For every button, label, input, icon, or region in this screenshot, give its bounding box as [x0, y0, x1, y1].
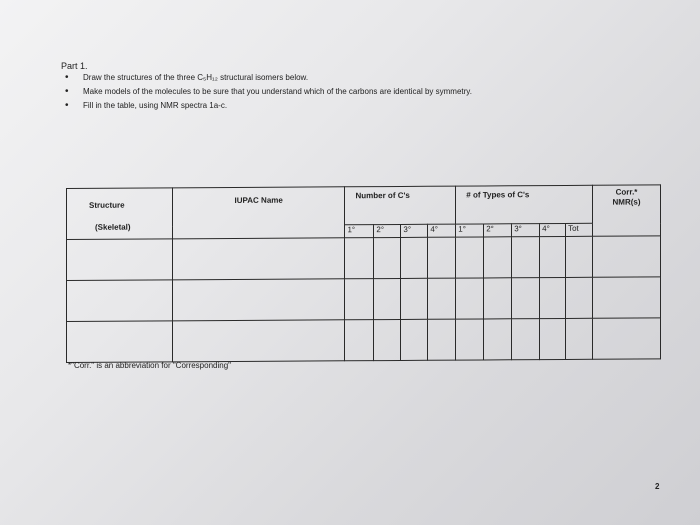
table-cell[interactable] — [428, 237, 456, 278]
nmr-label: NMR(s) — [612, 197, 641, 207]
table-row — [67, 318, 661, 363]
type-3-degree: 3° — [512, 224, 540, 237]
table-cell[interactable] — [401, 237, 428, 278]
table-cell[interactable] — [374, 237, 401, 278]
table-cell[interactable] — [512, 278, 540, 319]
table-cell[interactable] — [566, 318, 593, 359]
page-number: 2 — [655, 482, 660, 491]
table-cell[interactable] — [428, 319, 456, 360]
corr-label: Corr.* — [615, 187, 638, 197]
skeletal-label: (Skeletal) — [95, 222, 131, 232]
structure-header: Structure — [89, 200, 125, 210]
iupac-header: IUPAC Name — [172, 187, 345, 239]
table-cell[interactable] — [345, 279, 374, 320]
iupac-cell[interactable] — [172, 279, 345, 321]
instruction-list — [61, 71, 472, 113]
table-cell[interactable] — [428, 278, 456, 319]
table-cell[interactable] — [540, 236, 566, 277]
iupac-cell[interactable] — [172, 238, 345, 280]
num-1-degree: 1° — [345, 225, 374, 238]
type-2-degree: 2° — [484, 224, 512, 237]
types-of-carbons-header: # of Types of C's — [456, 185, 593, 224]
corr-nmr-header — [593, 185, 661, 236]
table-cell[interactable] — [566, 236, 593, 277]
table-cell[interactable] — [374, 319, 401, 360]
structure-header-cell — [67, 188, 173, 240]
type-total: Tot — [566, 223, 593, 236]
isomer-table — [66, 184, 661, 363]
table-cell[interactable] — [512, 237, 540, 278]
structure-cell[interactable] — [67, 280, 173, 322]
structure-cell[interactable] — [67, 239, 173, 281]
nmr-cell[interactable] — [593, 318, 661, 359]
type-4-degree: 4° — [540, 223, 566, 236]
type-1-degree: 1° — [456, 224, 484, 237]
table-cell[interactable] — [456, 237, 484, 278]
table-cell[interactable] — [345, 320, 374, 361]
num-3-degree: 3° — [401, 224, 428, 237]
num-2-degree: 2° — [374, 224, 401, 237]
nmr-cell[interactable] — [593, 236, 661, 277]
table-cell[interactable] — [374, 278, 401, 319]
instruction-item: • Fill in the table, using NMR spectra 1a-c. — [61, 99, 472, 113]
table-cell[interactable] — [540, 318, 566, 359]
table-cell[interactable] — [484, 319, 512, 360]
table-cell[interactable] — [456, 278, 484, 319]
table-cell[interactable] — [484, 237, 512, 278]
table-row — [67, 277, 661, 322]
nmr-cell[interactable] — [593, 277, 661, 318]
table-cell[interactable] — [540, 277, 566, 318]
footnote: *"Corr." is an abbreviation for "Corresponding" — [68, 361, 231, 370]
table-cell[interactable] — [401, 319, 428, 360]
instruction-item: • Make models of the molecules to be sure that you understand which of the carbons are identical by symmetry. — [61, 85, 472, 99]
table-cell[interactable] — [401, 278, 428, 319]
instruction-item: • Draw the structures of the three C₅H₁₂ structural isomers below. — [61, 71, 472, 85]
table-cell[interactable] — [345, 238, 374, 279]
number-of-carbons-header: Number of C's — [345, 186, 456, 225]
num-4-degree: 4° — [428, 224, 456, 237]
table-row — [67, 236, 661, 281]
part-title: Part 1. — [61, 61, 88, 71]
structure-cell[interactable] — [67, 321, 173, 363]
table-cell[interactable] — [484, 278, 512, 319]
table-cell[interactable] — [456, 319, 484, 360]
table-cell[interactable] — [512, 319, 540, 360]
iupac-cell[interactable] — [172, 320, 345, 362]
table-cell[interactable] — [566, 277, 593, 318]
